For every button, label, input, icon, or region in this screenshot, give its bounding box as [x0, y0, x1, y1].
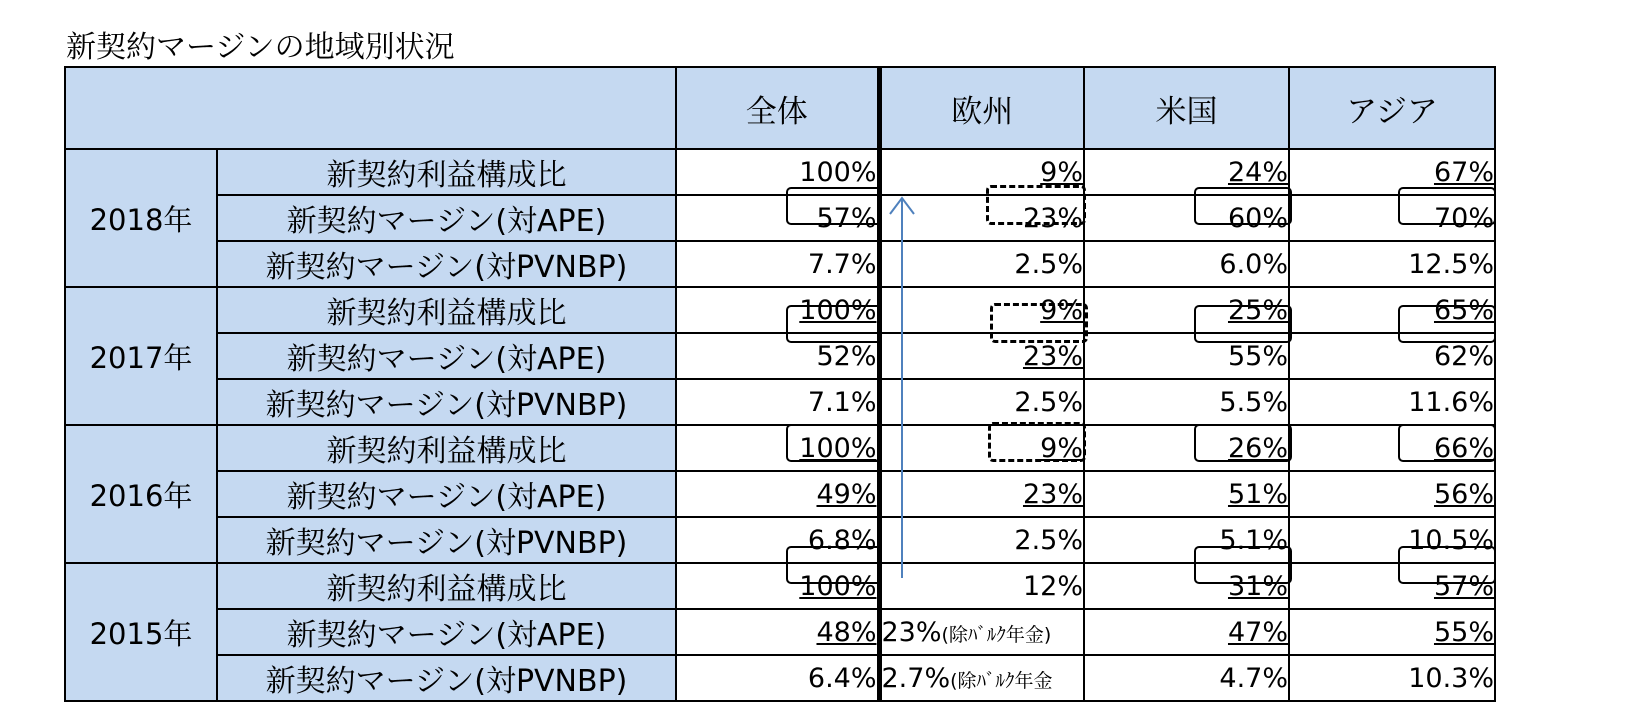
header-row: [65, 67, 1495, 149]
cell-europe: 2.7%(除ﾊﾞﾙｸ年金: [879, 655, 1084, 701]
cell-europe: 2.5%: [879, 379, 1084, 425]
row-label-ratio: 新契約利益構成比: [217, 287, 676, 333]
year-label: 2015年: [65, 563, 217, 701]
cell-total: 100%: [676, 149, 879, 195]
cell-europe: 9%: [879, 287, 1084, 333]
cell-asia: 70%: [1289, 195, 1495, 241]
cell-asia: 67%: [1289, 149, 1495, 195]
cell-europe: 9%: [879, 149, 1084, 195]
cell-us: 47%: [1084, 609, 1289, 655]
year-label: 2017年: [65, 287, 217, 425]
row-label-ape: 新契約マージン(対APE): [217, 333, 676, 379]
col-header-total: 全体: [676, 67, 879, 149]
col-header-asia: アジア: [1289, 67, 1495, 149]
cell-asia: 62%: [1289, 333, 1495, 379]
region-margin-table: [64, 66, 1496, 702]
table-row: [65, 149, 1495, 195]
cell-total: 100%: [676, 287, 879, 333]
cell-europe: 23%: [879, 195, 1084, 241]
cell-asia: 10.5%: [1289, 517, 1495, 563]
cell-total: 6.4%: [676, 655, 879, 701]
table-row: [65, 195, 1495, 241]
row-label-ratio: 新契約利益構成比: [217, 425, 676, 471]
cell-us: 55%: [1084, 333, 1289, 379]
year-label: 2018年: [65, 149, 217, 287]
cell-asia: 10.3%: [1289, 655, 1495, 701]
cell-us: 60%: [1084, 195, 1289, 241]
table-row: [65, 425, 1495, 471]
row-label-ratio: 新契約利益構成比: [217, 563, 676, 609]
cell-total: 7.1%: [676, 379, 879, 425]
cell-us: 5.5%: [1084, 379, 1289, 425]
cell-asia: 66%: [1289, 425, 1495, 471]
europe-note: (除ﾊﾞﾙｸ年金): [941, 623, 1052, 646]
cell-asia: 55%: [1289, 609, 1495, 655]
header-corner: [65, 67, 676, 149]
cell-asia: 57%: [1289, 563, 1495, 609]
page-title: 新契約マージンの地域別状況: [66, 30, 455, 65]
cell-asia: 56%: [1289, 471, 1495, 517]
cell-us: 51%: [1084, 471, 1289, 517]
cell-us: 24%: [1084, 149, 1289, 195]
cell-total: 48%: [676, 609, 879, 655]
cell-asia: 11.6%: [1289, 379, 1495, 425]
cell-europe: 2.5%: [879, 241, 1084, 287]
table-row: [65, 609, 1495, 655]
cell-total: 49%: [676, 471, 879, 517]
cell-total: 52%: [676, 333, 879, 379]
cell-total: 57%: [676, 195, 879, 241]
cell-europe: 2.5%: [879, 517, 1084, 563]
cell-us: 4.7%: [1084, 655, 1289, 701]
row-label-pvnbp: 新契約マージン(対PVNBP): [217, 517, 676, 563]
cell-us: 6.0%: [1084, 241, 1289, 287]
col-header-europe: 欧州: [879, 67, 1084, 149]
table-row: [65, 287, 1495, 333]
cell-us: 31%: [1084, 563, 1289, 609]
cell-europe: 12%: [879, 563, 1084, 609]
cell-europe: 9%: [879, 425, 1084, 471]
table-row: [65, 563, 1495, 609]
row-label-pvnbp: 新契約マージン(対PVNBP): [217, 241, 676, 287]
row-label-ape: 新契約マージン(対APE): [217, 471, 676, 517]
table-row: [65, 333, 1495, 379]
cell-total: 100%: [676, 425, 879, 471]
row-label-pvnbp: 新契約マージン(対PVNBP): [217, 379, 676, 425]
cell-asia: 65%: [1289, 287, 1495, 333]
cell-total: 6.8%: [676, 517, 879, 563]
col-header-us: 米国: [1084, 67, 1289, 149]
year-label: 2016年: [65, 425, 217, 563]
cell-europe: 23%(除ﾊﾞﾙｸ年金): [879, 609, 1084, 655]
cell-asia: 12.5%: [1289, 241, 1495, 287]
cell-us: 5.1%: [1084, 517, 1289, 563]
cell-us: 26%: [1084, 425, 1289, 471]
cell-europe: 23%: [879, 333, 1084, 379]
cell-europe: 23%: [879, 471, 1084, 517]
table-row: [65, 379, 1495, 425]
cell-us: 25%: [1084, 287, 1289, 333]
row-label-ape: 新契約マージン(対APE): [217, 609, 676, 655]
cell-total: 7.7%: [676, 241, 879, 287]
cell-total: 100%: [676, 563, 879, 609]
table-row: [65, 517, 1495, 563]
row-label-ratio: 新契約利益構成比: [217, 149, 676, 195]
row-label-ape: 新契約マージン(対APE): [217, 195, 676, 241]
table-row: [65, 241, 1495, 287]
table-row: [65, 471, 1495, 517]
row-label-pvnbp: 新契約マージン(対PVNBP): [217, 655, 676, 701]
table-row: [65, 655, 1495, 701]
europe-note: (除ﾊﾞﾙｸ年金: [950, 669, 1053, 692]
